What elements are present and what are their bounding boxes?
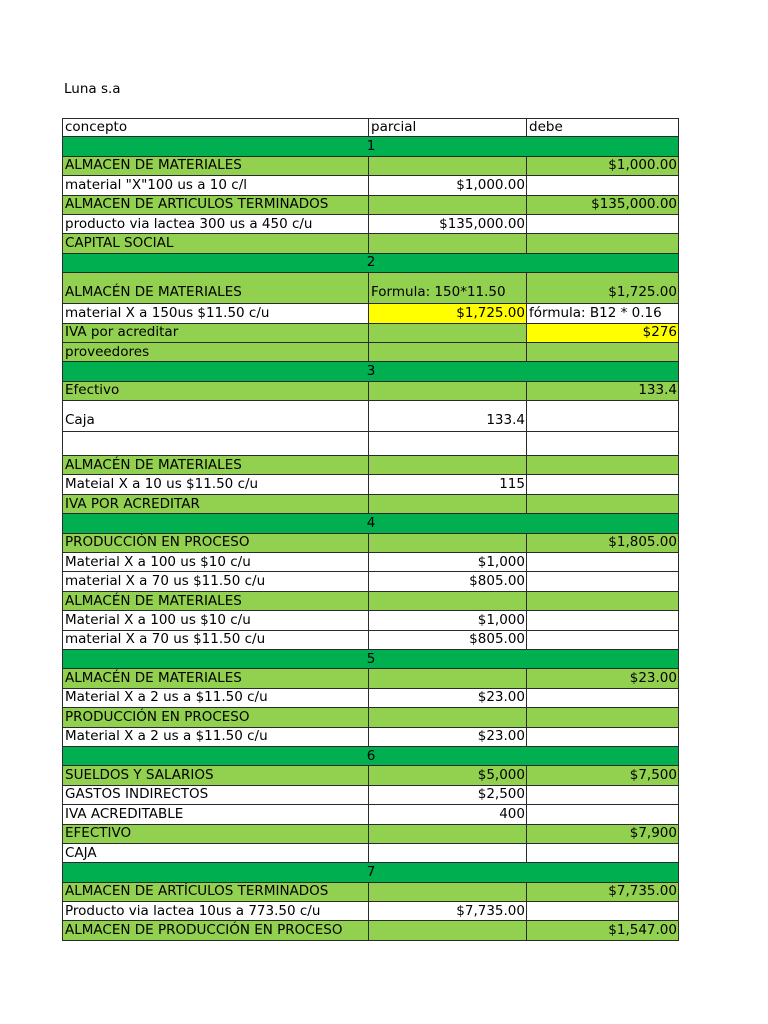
debe-cell[interactable]: $276 <box>526 324 679 342</box>
concepto-cell[interactable]: PRODUCCIÓN EN PROCESO <box>62 708 368 726</box>
concepto-cell[interactable]: Producto via lactea 10us a 773.50 c/u <box>62 902 368 920</box>
concepto-cell[interactable]: EFECTIVO <box>62 825 368 843</box>
table-row <box>62 572 679 591</box>
concepto-cell[interactable]: proveedores <box>62 343 368 361</box>
parcial-cell[interactable]: $135,000.00 <box>368 215 526 233</box>
parcial-cell[interactable] <box>368 324 526 342</box>
table-row <box>62 553 679 572</box>
parcial-cell[interactable]: $1,000 <box>368 553 526 571</box>
parcial-cell[interactable] <box>368 456 526 474</box>
table-row <box>62 401 679 432</box>
parcial-cell[interactable] <box>368 708 526 726</box>
table-row <box>62 786 679 805</box>
table-row <box>62 669 679 688</box>
table-row <box>62 728 679 747</box>
parcial-cell[interactable]: $23.00 <box>368 689 526 707</box>
parcial-cell[interactable] <box>368 343 526 361</box>
section-row <box>62 137 679 156</box>
section-number[interactable]: 1 <box>62 137 679 155</box>
debe-cell[interactable] <box>526 611 679 629</box>
table-row <box>62 176 679 195</box>
section-row <box>62 514 679 533</box>
section-row <box>62 863 679 882</box>
concepto-cell[interactable]: SUELDOS Y SALARIOS <box>62 766 368 784</box>
concepto-cell[interactable]: PRODUCCIÓN EN PROCESO <box>62 534 368 552</box>
debe-cell[interactable]: $1,547.00 <box>526 921 679 939</box>
debe-cell[interactable]: $23.00 <box>526 669 679 687</box>
parcial-cell[interactable]: $805.00 <box>368 631 526 649</box>
table-row <box>62 234 679 253</box>
debe-cell[interactable]: $135,000.00 <box>526 196 679 214</box>
concepto-cell[interactable]: CAPITAL SOCIAL <box>62 234 368 252</box>
parcial-cell[interactable] <box>368 592 526 610</box>
parcial-cell[interactable] <box>368 883 526 901</box>
parcial-cell[interactable]: Formula: 150*11.50 <box>368 273 526 303</box>
concepto-cell[interactable]: Efectivo <box>62 382 368 400</box>
concepto-cell[interactable]: ALMACEN DE MATERIALES <box>62 157 368 175</box>
parcial-cell[interactable]: $7,735.00 <box>368 902 526 920</box>
header-parcial[interactable]: parcial <box>368 119 526 136</box>
debe-cell[interactable] <box>526 631 679 649</box>
concepto-cell[interactable]: Material X a 100 us $10 c/u <box>62 611 368 629</box>
debe-cell[interactable] <box>526 234 679 252</box>
table-row <box>62 534 679 553</box>
debe-cell[interactable]: $1,725.00 <box>526 273 679 303</box>
table-row <box>62 324 679 343</box>
concepto-cell[interactable]: Caja <box>62 401 368 431</box>
table-row <box>62 844 679 863</box>
debe-cell[interactable] <box>526 786 679 804</box>
parcial-cell[interactable] <box>368 844 526 862</box>
parcial-cell[interactable] <box>368 432 526 455</box>
journal-table <box>62 118 679 941</box>
table-row <box>62 343 679 362</box>
concepto-cell[interactable]: Mateial X a 10 us $11.50 c/u <box>62 475 368 493</box>
parcial-cell[interactable] <box>368 196 526 214</box>
debe-cell[interactable]: 133.4 <box>526 382 679 400</box>
table-row <box>62 495 679 514</box>
concepto-cell[interactable]: material X a 70 us $11.50 c/u <box>62 572 368 590</box>
debe-cell[interactable] <box>526 343 679 361</box>
parcial-cell[interactable]: 400 <box>368 805 526 823</box>
concepto-cell[interactable]: producto via lactea 300 us a 450 c/u <box>62 215 368 233</box>
section-number[interactable]: 7 <box>62 863 679 881</box>
table-row <box>62 902 679 921</box>
debe-cell[interactable] <box>526 432 679 455</box>
concepto-cell[interactable] <box>62 432 368 455</box>
concepto-cell[interactable]: GASTOS INDIRECTOS <box>62 786 368 804</box>
parcial-cell[interactable] <box>368 234 526 252</box>
parcial-cell[interactable]: $1,725.00 <box>368 304 526 322</box>
parcial-cell[interactable]: 133.4 <box>368 401 526 431</box>
parcial-cell[interactable]: $5,000 <box>368 766 526 784</box>
concepto-cell[interactable]: Material X a 2 us a $11.50 c/u <box>62 689 368 707</box>
debe-cell[interactable]: $7,735.00 <box>526 883 679 901</box>
debe-cell[interactable] <box>526 401 679 431</box>
concepto-cell[interactable]: Material X a 2 us a $11.50 c/u <box>62 728 368 746</box>
concepto-cell[interactable]: material X a 150us $11.50 c/u <box>62 304 368 322</box>
debe-cell[interactable] <box>526 805 679 823</box>
concepto-cell[interactable]: ALMACÉN DE MATERIALES <box>62 456 368 474</box>
parcial-cell[interactable] <box>368 157 526 175</box>
table-row <box>62 157 679 176</box>
debe-cell[interactable] <box>526 728 679 746</box>
parcial-cell[interactable] <box>368 825 526 843</box>
table-row <box>62 689 679 708</box>
debe-cell[interactable] <box>526 475 679 493</box>
table-row <box>62 883 679 902</box>
concepto-cell[interactable]: IVA POR ACREDITAR <box>62 495 368 513</box>
debe-cell[interactable] <box>526 215 679 233</box>
parcial-cell[interactable]: $23.00 <box>368 728 526 746</box>
parcial-cell[interactable]: $1,000 <box>368 611 526 629</box>
concepto-cell[interactable]: material X a 70 us $11.50 c/u <box>62 631 368 649</box>
section-number[interactable]: 2 <box>62 254 679 272</box>
table-row <box>62 611 679 630</box>
concepto-cell[interactable]: Material X a 100 us $10 c/u <box>62 553 368 571</box>
parcial-cell[interactable] <box>368 534 526 552</box>
debe-cell[interactable] <box>526 902 679 920</box>
section-number[interactable]: 6 <box>62 747 679 765</box>
table-row <box>62 825 679 844</box>
parcial-cell[interactable]: 115 <box>368 475 526 493</box>
table-row <box>62 708 679 727</box>
debe-cell[interactable] <box>526 553 679 571</box>
table-row <box>62 304 679 323</box>
table-row <box>62 631 679 650</box>
debe-cell[interactable]: fórmula: B12 * 0.16 <box>526 304 679 322</box>
table-row <box>62 921 679 940</box>
section-row <box>62 747 679 766</box>
section-row <box>62 650 679 669</box>
concepto-cell[interactable]: ALMACÉN DE MATERIALES <box>62 592 368 610</box>
table-row <box>62 592 679 611</box>
parcial-cell[interactable] <box>368 669 526 687</box>
company-name: Luna s.a <box>64 81 121 97</box>
table-row <box>62 475 679 494</box>
concepto-cell[interactable]: ALMACEN DE ARTICULOS TERMINADOS <box>62 196 368 214</box>
table-row <box>62 382 679 401</box>
table-row <box>62 215 679 234</box>
concepto-cell[interactable]: CAJA <box>62 844 368 862</box>
table-row <box>62 273 679 304</box>
debe-cell[interactable]: $1,805.00 <box>526 534 679 552</box>
header-concepto[interactable]: concepto <box>62 119 368 136</box>
debe-cell[interactable] <box>526 495 679 513</box>
concepto-cell[interactable]: ALMACÉN DE MATERIALES <box>62 273 368 303</box>
concepto-cell[interactable]: ALMACÉN DE MATERIALES <box>62 669 368 687</box>
table-row <box>62 805 679 824</box>
concepto-cell[interactable]: material "X"100 us a 10 c/l <box>62 176 368 194</box>
table-row <box>62 432 679 456</box>
parcial-cell[interactable] <box>368 382 526 400</box>
section-number[interactable]: 3 <box>62 362 679 380</box>
section-number[interactable]: 5 <box>62 650 679 668</box>
header-debe[interactable]: debe <box>526 119 679 136</box>
parcial-cell[interactable]: $805.00 <box>368 572 526 590</box>
parcial-cell[interactable] <box>368 495 526 513</box>
parcial-cell[interactable]: $2,500 <box>368 786 526 804</box>
section-row <box>62 362 679 381</box>
concepto-cell[interactable]: IVA ACREDITABLE <box>62 805 368 823</box>
table-row <box>62 766 679 785</box>
parcial-cell[interactable]: $1,000.00 <box>368 176 526 194</box>
debe-cell[interactable] <box>526 456 679 474</box>
debe-cell[interactable]: $7,900 <box>526 825 679 843</box>
concepto-cell[interactable]: IVA por acreditar <box>62 324 368 342</box>
parcial-cell[interactable] <box>368 921 526 939</box>
header-row <box>62 118 679 137</box>
section-number[interactable]: 4 <box>62 514 679 532</box>
debe-cell[interactable]: $1,000.00 <box>526 157 679 175</box>
table-row <box>62 456 679 475</box>
debe-cell[interactable] <box>526 708 679 726</box>
debe-cell[interactable]: $7,500 <box>526 766 679 784</box>
concepto-cell[interactable]: ALMACEN DE PRODUCCIÓN EN PROCESO <box>62 921 368 939</box>
debe-cell[interactable] <box>526 592 679 610</box>
concepto-cell[interactable]: ALMACEN DE ARTÍCULOS TERMINADOS <box>62 883 368 901</box>
section-row <box>62 254 679 273</box>
debe-cell[interactable] <box>526 844 679 862</box>
debe-cell[interactable] <box>526 572 679 590</box>
table-row <box>62 196 679 215</box>
debe-cell[interactable] <box>526 689 679 707</box>
debe-cell[interactable] <box>526 176 679 194</box>
